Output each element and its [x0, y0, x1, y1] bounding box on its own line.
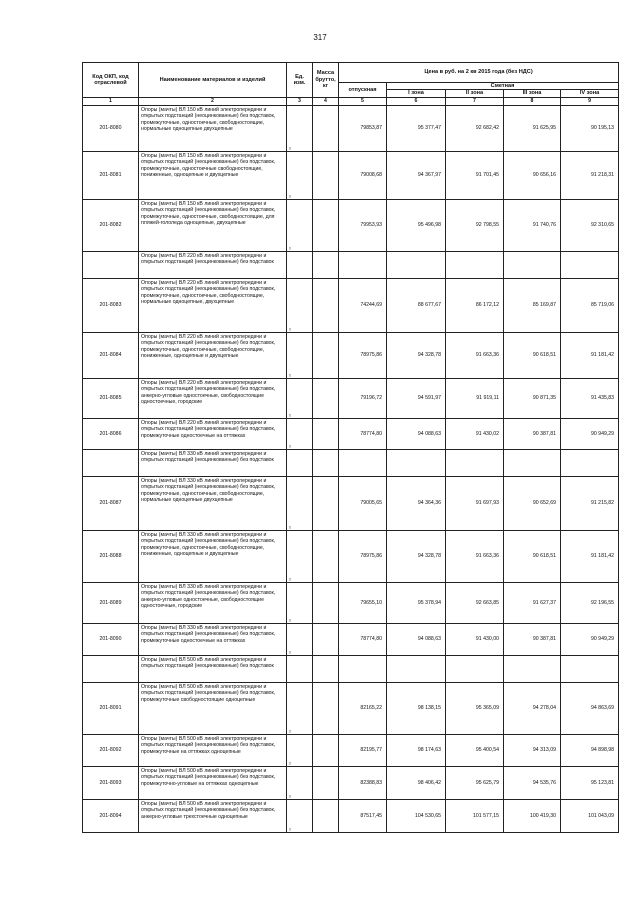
zone-4-price-cell: 91 181,42: [561, 332, 619, 378]
unit-cell: [287, 449, 313, 476]
product-code-cell: [83, 655, 139, 682]
mass-cell: [313, 766, 339, 799]
release-price-cell: 79005,65: [339, 476, 387, 530]
mass-cell: [313, 151, 339, 199]
zone-1-price-cell: 94 328,78: [387, 530, 446, 582]
release-price-cell: [339, 449, 387, 476]
zone-3-price-cell: 90 871,35: [504, 378, 561, 418]
product-name-cell: Опоры (мачты) ВЛ 500 кВ линий электропередачи и открытых подстанций (неоцинкованные) без подставок, промежуточные свободностоящие одноцепные: [139, 682, 287, 734]
product-name-cell: Опоры (мачты) ВЛ 220 кВ линий электропередачи и открытых подстанций (неоцинкованные) без подставок: [139, 251, 287, 278]
product-code-cell: [83, 251, 139, 278]
zone-1-price-cell: 95 378,94: [387, 582, 446, 623]
product-name-cell: Опоры (мачты) ВЛ 330 кВ линий электропередачи и открытых подстанций (неоцинкованные) без подставок, промежуточные, одностоечные, свободностоящие, нормальные одноцепные двухцепные: [139, 476, 287, 530]
unit-cell: т: [287, 623, 313, 655]
product-code-cell: 201-8083: [83, 278, 139, 332]
zone-3-price-cell: 85 169,87: [504, 278, 561, 332]
zone-4-price-cell: 91 218,31: [561, 151, 619, 199]
product-name-cell: Опоры (мачты) ВЛ 150 кВ линий электропередачи и открытых подстанций (неоцинкованные) без подставок, промежуточные, одностоечные, свободностоящие, нормальные одноцепные двухцепные: [139, 105, 287, 151]
header-code: Код ОКП, код отраслевой: [83, 63, 139, 98]
release-price-cell: 79196,72: [339, 378, 387, 418]
unit-cell: т: [287, 105, 313, 151]
unit-cell: т: [287, 582, 313, 623]
zone-2-price-cell: 91 697,93: [446, 476, 504, 530]
zone-3-price-cell: 94 278,04: [504, 682, 561, 734]
unit-cell: т: [287, 476, 313, 530]
release-price-cell: 79953,93: [339, 199, 387, 251]
unit-cell: т: [287, 278, 313, 332]
zone-3-price-cell: [504, 251, 561, 278]
header-zone-3: III зона: [504, 90, 561, 97]
zone-4-price-cell: 91 181,42: [561, 530, 619, 582]
product-name-cell: Опоры (мачты) ВЛ 220 кВ линий электропередачи и открытых подстанций (неоцинкованные) без подставок, промежуточные, одностоечные, свободностоящие, нормальные одноцепные, двухцепные: [139, 278, 287, 332]
zone-4-price-cell: [561, 655, 619, 682]
price-table: [82, 62, 619, 833]
product-code-cell: 201-8080: [83, 105, 139, 151]
header-estimate: Сметная: [387, 83, 619, 90]
zone-1-price-cell: [387, 655, 446, 682]
mass-cell: [313, 799, 339, 832]
header-zone-4: IV зона: [561, 90, 619, 97]
column-number: 1: [83, 97, 139, 105]
unit-cell: т: [287, 332, 313, 378]
zone-3-price-cell: [504, 449, 561, 476]
unit-cell: т: [287, 682, 313, 734]
zone-2-price-cell: 95 400,54: [446, 734, 504, 766]
zone-2-price-cell: [446, 449, 504, 476]
header-unit: Ед. изм.: [287, 63, 313, 98]
table-row: [83, 623, 619, 655]
zone-4-price-cell: 92 196,55: [561, 582, 619, 623]
table-row: [83, 378, 619, 418]
header-name: Наименование материалов и изделий: [139, 63, 287, 98]
zone-4-price-cell: 101 043,09: [561, 799, 619, 832]
product-name-cell: Опоры (мачты) ВЛ 330 кВ линий электропередачи и открытых подстанций (неоцинкованные) без подставок: [139, 449, 287, 476]
release-price-cell: 82165,22: [339, 682, 387, 734]
product-code-cell: 201-8088: [83, 530, 139, 582]
mass-cell: [313, 278, 339, 332]
table-row: [83, 151, 619, 199]
zone-1-price-cell: 94 088,63: [387, 418, 446, 449]
table-row: [83, 655, 619, 682]
zone-1-price-cell: 98 406,42: [387, 766, 446, 799]
zone-4-price-cell: 91 215,82: [561, 476, 619, 530]
release-price-cell: 79853,87: [339, 105, 387, 151]
product-code-cell: 201-8091: [83, 682, 139, 734]
table-row: [83, 251, 619, 278]
zone-2-price-cell: 91 430,00: [446, 623, 504, 655]
table-row: [83, 766, 619, 799]
mass-cell: [313, 332, 339, 378]
page-number: 317: [313, 33, 327, 42]
zone-4-price-cell: 90 949,29: [561, 418, 619, 449]
zone-3-price-cell: 94 313,09: [504, 734, 561, 766]
column-number: 2: [139, 97, 287, 105]
unit-cell: т: [287, 378, 313, 418]
zone-4-price-cell: 90 195,13: [561, 105, 619, 151]
mass-cell: [313, 251, 339, 278]
zone-3-price-cell: 90 387,81: [504, 418, 561, 449]
zone-1-price-cell: 94 364,36: [387, 476, 446, 530]
column-number: 7: [446, 97, 504, 105]
zone-3-price-cell: 90 652,69: [504, 476, 561, 530]
zone-3-price-cell: 94 535,76: [504, 766, 561, 799]
zone-2-price-cell: 91 663,36: [446, 530, 504, 582]
column-number: 5: [339, 97, 387, 105]
release-price-cell: [339, 655, 387, 682]
zone-3-price-cell: 90 618,51: [504, 332, 561, 378]
product-code-cell: 201-8089: [83, 582, 139, 623]
release-price-cell: 82388,83: [339, 766, 387, 799]
unit-cell: т: [287, 799, 313, 832]
column-number: 6: [387, 97, 446, 105]
product-name-cell: Опоры (мачты) ВЛ 500 кВ линий электропередачи и открытых подстанций (неоцинкованные) без подставок, промежуточно-угловые на оттяжках одноцепные: [139, 766, 287, 799]
mass-cell: [313, 418, 339, 449]
zone-1-price-cell: 104 530,65: [387, 799, 446, 832]
column-number: 9: [561, 97, 619, 105]
zone-3-price-cell: 91 627,37: [504, 582, 561, 623]
product-name-cell: Опоры (мачты) ВЛ 500 кВ линий электропередачи и открытых подстанций (неоцинкованные) без подставок, промежуточные на оттяжках одноцепные: [139, 734, 287, 766]
unit-cell: т: [287, 199, 313, 251]
product-name-cell: Опоры (мачты) ВЛ 150 кВ линий электропередачи и открытых подстанций (неоцинкованные) без подставок, промежуточные, одностоечные свободностоящие, пониженные, одноцепные и двухцепные: [139, 151, 287, 199]
zone-1-price-cell: 94 328,78: [387, 332, 446, 378]
zone-4-price-cell: 95 123,81: [561, 766, 619, 799]
zone-2-price-cell: 95 625,79: [446, 766, 504, 799]
product-name-cell: Опоры (мачты) ВЛ 500 кВ линий электропередачи и открытых подстанций (неоцинкованные) без подставок: [139, 655, 287, 682]
product-code-cell: 201-8084: [83, 332, 139, 378]
table-row: [83, 530, 619, 582]
header-mass: Масса брутто, кг: [313, 63, 339, 98]
header-price-group: Цена в руб. на 2 кв 2015 года (без НДС): [339, 63, 619, 83]
product-code-cell: 201-8093: [83, 766, 139, 799]
zone-4-price-cell: 94 863,69: [561, 682, 619, 734]
mass-cell: [313, 378, 339, 418]
release-price-cell: [339, 251, 387, 278]
release-price-cell: 87517,45: [339, 799, 387, 832]
column-number: 8: [504, 97, 561, 105]
zone-2-price-cell: 92 798,55: [446, 199, 504, 251]
mass-cell: [313, 476, 339, 530]
release-price-cell: 82195,77: [339, 734, 387, 766]
unit-cell: [287, 251, 313, 278]
zone-2-price-cell: 92 682,42: [446, 105, 504, 151]
zone-2-price-cell: [446, 251, 504, 278]
product-code-cell: 201-8094: [83, 799, 139, 832]
product-code-cell: 201-8085: [83, 378, 139, 418]
zone-4-price-cell: [561, 251, 619, 278]
zone-4-price-cell: 92 310,65: [561, 199, 619, 251]
mass-cell: [313, 734, 339, 766]
unit-cell: т: [287, 530, 313, 582]
zone-1-price-cell: [387, 251, 446, 278]
unit-cell: т: [287, 151, 313, 199]
zone-2-price-cell: 91 919,11: [446, 378, 504, 418]
product-name-cell: Опоры (мачты) ВЛ 330 кВ линий электропередачи и открытых подстанций (неоцинкованные) без подставок, промежуточные одностоечные на оттяжках: [139, 623, 287, 655]
zone-2-price-cell: 91 663,36: [446, 332, 504, 378]
release-price-cell: 78774,80: [339, 418, 387, 449]
mass-cell: [313, 655, 339, 682]
header-zone-2: II зона: [446, 90, 504, 97]
zone-4-price-cell: 91 435,83: [561, 378, 619, 418]
mass-cell: [313, 199, 339, 251]
zone-1-price-cell: [387, 449, 446, 476]
product-name-cell: Опоры (мачты) ВЛ 150 кВ линий электропередачи и открытых подстанций (неоцинкованные) без подставок, промежуточные, одностоечные, свободностоящие, для пляжей-гололеда одноцепные, двухцепные: [139, 199, 287, 251]
zone-3-price-cell: 90 387,81: [504, 623, 561, 655]
mass-cell: [313, 582, 339, 623]
mass-cell: [313, 449, 339, 476]
table-row: [83, 418, 619, 449]
mass-cell: [313, 105, 339, 151]
unit-cell: [287, 655, 313, 682]
header-release: отпускная: [339, 83, 387, 98]
zone-3-price-cell: [504, 655, 561, 682]
table-row: [83, 105, 619, 151]
table-body: [83, 105, 619, 832]
product-code-cell: 201-8092: [83, 734, 139, 766]
product-name-cell: Опоры (мачты) ВЛ 220 кВ линий электропередачи и открытых подстанций (неоцинкованные) без подставок, промежуточные, одностоечные, свободностоящие, пониженные, одноцепные и двухцепные: [139, 332, 287, 378]
zone-3-price-cell: 100 419,30: [504, 799, 561, 832]
zone-2-price-cell: 91 701,45: [446, 151, 504, 199]
zone-2-price-cell: 91 430,02: [446, 418, 504, 449]
zone-4-price-cell: 94 898,98: [561, 734, 619, 766]
product-name-cell: Опоры (мачты) ВЛ 500 кВ линий электропередачи и открытых подстанций (неоцинкованные) без подставок, анкерно-угловые трехстоечные одноцепные: [139, 799, 287, 832]
zone-1-price-cell: 88 677,67: [387, 278, 446, 332]
table-row: [83, 734, 619, 766]
zone-4-price-cell: 90 949,29: [561, 623, 619, 655]
unit-cell: т: [287, 734, 313, 766]
release-price-cell: 78774,80: [339, 623, 387, 655]
zone-1-price-cell: 98 174,63: [387, 734, 446, 766]
zone-1-price-cell: 95 496,98: [387, 199, 446, 251]
zone-4-price-cell: [561, 449, 619, 476]
zone-3-price-cell: 91 625,95: [504, 105, 561, 151]
product-code-cell: 201-8081: [83, 151, 139, 199]
mass-cell: [313, 623, 339, 655]
zone-1-price-cell: 94 591,97: [387, 378, 446, 418]
table-row: [83, 582, 619, 623]
release-price-cell: 74244,69: [339, 278, 387, 332]
header-zone-1: I зона: [387, 90, 446, 97]
table-row: [83, 682, 619, 734]
zone-2-price-cell: [446, 655, 504, 682]
unit-cell: т: [287, 766, 313, 799]
zone-3-price-cell: 90 618,51: [504, 530, 561, 582]
product-code-cell: 201-8082: [83, 199, 139, 251]
table-row: [83, 332, 619, 378]
unit-cell: т: [287, 418, 313, 449]
zone-1-price-cell: 98 138,15: [387, 682, 446, 734]
release-price-cell: 78975,86: [339, 332, 387, 378]
zone-3-price-cell: 91 740,76: [504, 199, 561, 251]
zone-3-price-cell: 90 656,16: [504, 151, 561, 199]
product-code-cell: [83, 449, 139, 476]
zone-2-price-cell: 92 663,85: [446, 582, 504, 623]
table-row: [83, 476, 619, 530]
release-price-cell: 78975,86: [339, 530, 387, 582]
column-number: 3: [287, 97, 313, 105]
product-code-cell: 201-8086: [83, 418, 139, 449]
zone-2-price-cell: 95 365,09: [446, 682, 504, 734]
release-price-cell: 79655,10: [339, 582, 387, 623]
product-code-cell: 201-8090: [83, 623, 139, 655]
zone-1-price-cell: 94 367,97: [387, 151, 446, 199]
product-name-cell: Опоры (мачты) ВЛ 220 кВ линий электропередачи и открытых подстанций (неоцинкованные) без подставок, промежуточные одностоечные на оттяжках: [139, 418, 287, 449]
table-row: [83, 449, 619, 476]
mass-cell: [313, 682, 339, 734]
zone-4-price-cell: 85 719,06: [561, 278, 619, 332]
mass-cell: [313, 530, 339, 582]
column-number: 4: [313, 97, 339, 105]
product-code-cell: 201-8087: [83, 476, 139, 530]
table-row: [83, 199, 619, 251]
release-price-cell: 79008,68: [339, 151, 387, 199]
product-name-cell: Опоры (мачты) ВЛ 330 кВ линий электропередачи и открытых подстанций (неоцинкованные) без подставок, промежуточные, одностоечные, свободностоящие, пониженные, одноцепные и двухцепные: [139, 530, 287, 582]
table-row: [83, 799, 619, 832]
table-row: [83, 278, 619, 332]
zone-2-price-cell: 101 577,15: [446, 799, 504, 832]
zone-1-price-cell: 94 088,63: [387, 623, 446, 655]
zone-2-price-cell: 86 172,12: [446, 278, 504, 332]
product-name-cell: Опоры (мачты) ВЛ 330 кВ линий электропередачи и открытых подстанций (неоцинкованные) без подставок, анкерно-угловые одностоечные, свободностоящие одностоечные, городские: [139, 582, 287, 623]
zone-1-price-cell: 95 377,47: [387, 105, 446, 151]
product-name-cell: Опоры (мачты) ВЛ 220 кВ линий электропередачи и открытых подстанций (неоцинкованные) без подставок, анкерно-угловые одностоечные, свободностоящие одностоечные, городские: [139, 378, 287, 418]
